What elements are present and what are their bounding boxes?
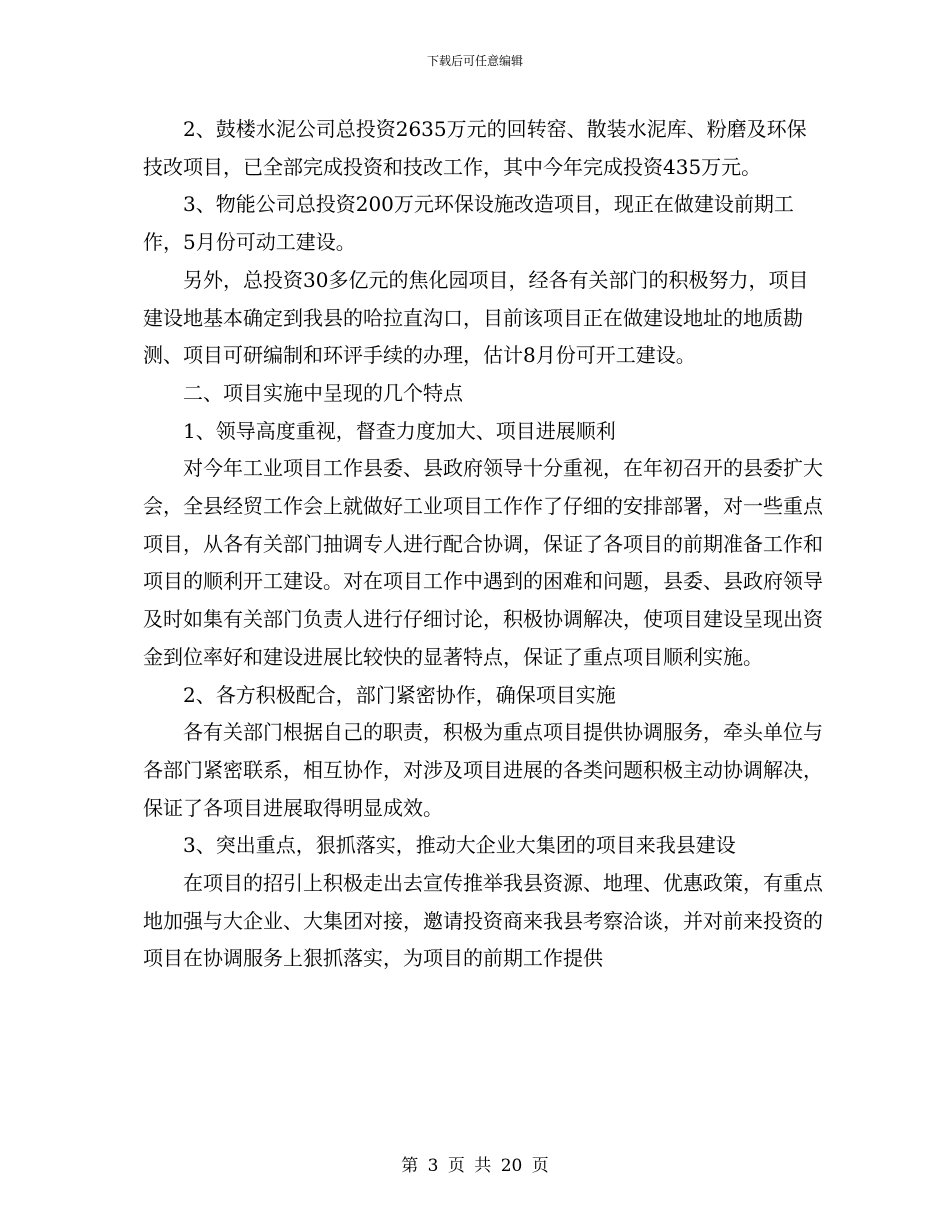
- paragraph: 另外，总投资30多亿元的焦化园项目，经各有关部门的积极努力，项目建设地基本确定到我县的哈拉直沟口，目前该项目正在做建设地址的地质勘测、项目可研编制和环评手续的办理，估计8月份可开工建设。: [143, 267, 809, 368]
- subsection-heading: 3、突出重点，狠抓落实，推动大企业大集团的项目来我县建设: [183, 833, 736, 858]
- page-number: 第 3 页 共 20 页: [401, 1156, 549, 1176]
- paragraph: 3、物能公司总投资200万元环保设施改造项目，现正在做建设前期工作，5月份可动工建设。: [143, 192, 794, 255]
- document-body: [143, 111, 823, 978]
- paragraph: 2、鼓楼水泥公司总投资2635万元的回转窑、散装水泥库、粉磨及环保技改项目，已全部完成投资和技改工作，其中今年完成投资435万元。: [143, 117, 807, 179]
- subsection-heading: 2、各方积极配合，部门紧密协作，确保项目实施: [183, 682, 616, 707]
- subsection-heading: 1、领导高度重视，督查力度加大、项目进展顺利: [183, 418, 616, 443]
- page-header: 下载后可任意编辑: [426, 54, 523, 68]
- paragraph: 对今年工业项目工作县委、县政府领导十分重视，在年初召开的县委扩大会，全县经贸工作会上就做好工业项目工作作了仔细的安排部署，对一些重点项目，从各有关部门抽调专人进行配合协调，保证了各项目的前期准备工作和项目的顺利开工建设。对在项目工作中遇到的困难和问题，县委、县政府领导及时如集有关部门负责人进行仔细讨论，积极协调解决，使项目建设呈现出资金到位率好和建设进展比较快的显著特点，保证了重点项目顺利实施。: [143, 456, 823, 669]
- paragraph: 在项目的招引上积极走出去宣传推举我县资源、地理、优惠政策，有重点地加强与大企业、大集团对接，邀请投资商来我县考察洽谈，并对前来投资的项目在协调服务上狠抓落实，为项目的前期工作提供: [143, 871, 823, 971]
- section-heading: 二、项目实施中呈现的几个特点: [183, 380, 463, 405]
- paragraph: 各有关部门根据自己的职责，积极为重点项目提供协调服务，牵头单位与各部门紧密联系，相互协作，对涉及项目进展的各类问题积极主动协调解决，保证了各项目进展取得明显成效。: [143, 720, 823, 820]
